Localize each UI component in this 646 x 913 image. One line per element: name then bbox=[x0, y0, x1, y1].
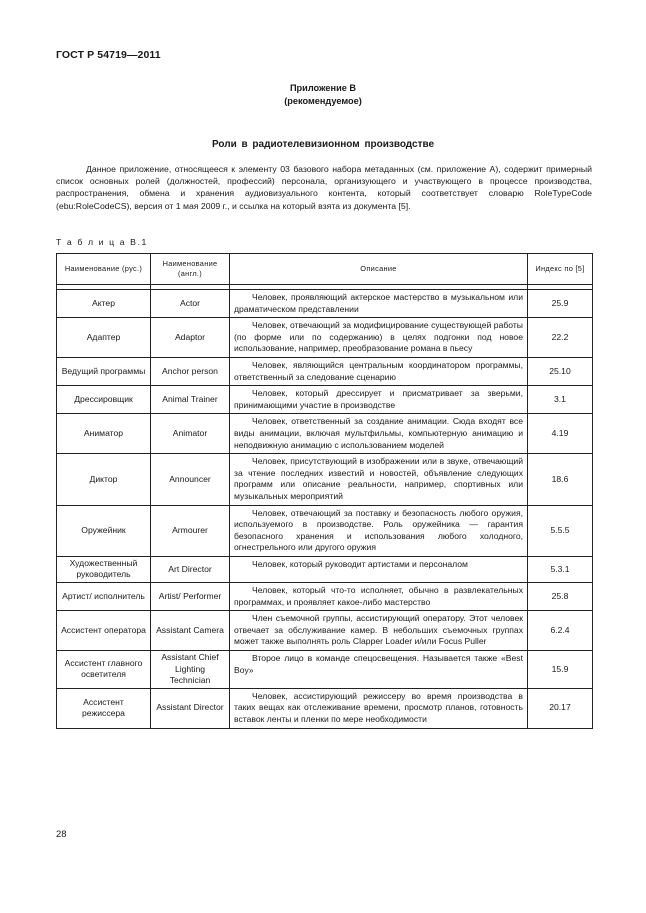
role-description: Второе лицо в команде спецосвещения. Называется также «Best Boy» bbox=[230, 651, 528, 689]
role-name-en: Assistant Chief Lighting Technician bbox=[151, 651, 230, 689]
table-row bbox=[57, 454, 593, 505]
intro-paragraph bbox=[56, 163, 592, 212]
intro-text: Данное приложение, относящееся к элементу 03 базового набора метаданных (см. приложение А), содержит примерный список основных ролей (должностей, профессий) персонала, организующего и участвующего в процессе производства, распространения, обмена и хранения аудиовизуального контента, который соответствует словарю RoleTypeCode (ebu:RoleCodeCS), версия от 1 мая 2009 г., и ссылка на который взята из документа [5]. bbox=[56, 164, 592, 211]
role-index: 5.5.5 bbox=[528, 505, 593, 556]
role-name-en: Assistant Director bbox=[151, 688, 230, 728]
role-description: Человек, ассистирующий режиссеру во время производства в таких вещах как отслеживание времени, просмотр планов, готовность вставок ленты и пленки по мере необходимости bbox=[230, 688, 528, 728]
table-row bbox=[57, 386, 593, 414]
header-description: Описание bbox=[230, 254, 528, 285]
table-row bbox=[57, 651, 593, 689]
role-index: 22.2 bbox=[528, 318, 593, 358]
role-name-en: Actor bbox=[151, 290, 230, 318]
role-name-ru: Ведущий программы bbox=[57, 357, 151, 385]
table-row bbox=[57, 414, 593, 454]
table-row bbox=[57, 556, 593, 582]
role-name-ru: Дрессировщик bbox=[57, 386, 151, 414]
role-name-ru: Аниматор bbox=[57, 414, 151, 454]
role-index: 25.8 bbox=[528, 583, 593, 611]
role-name-ru: Оружейник bbox=[57, 505, 151, 556]
role-name-ru: Художественный руководитель bbox=[57, 556, 151, 582]
role-name-ru: Адаптер bbox=[57, 318, 151, 358]
table-row bbox=[57, 290, 593, 318]
role-description: Человек, присутствующий в изображении или в звуке, отвечающий за чтение последних известий и новостей, объявление следующих программ или описание реальности, например, спортивных или музыкальных мероприятий bbox=[230, 454, 528, 505]
header-name-en: Наименование (англ.) bbox=[151, 254, 230, 285]
role-index: 15.9 bbox=[528, 651, 593, 689]
role-name-ru: Диктор bbox=[57, 454, 151, 505]
role-index: 3.1 bbox=[528, 386, 593, 414]
roles-table-body bbox=[57, 285, 593, 729]
role-name-ru: Актер bbox=[57, 290, 151, 318]
role-name-ru: Ассистент оператора bbox=[57, 611, 151, 651]
appendix-title: Приложение В bbox=[289, 83, 357, 93]
roles-table bbox=[56, 253, 593, 729]
table-row bbox=[57, 505, 593, 556]
role-index: 5.3.1 bbox=[528, 556, 593, 582]
role-index: 25.9 bbox=[528, 290, 593, 318]
role-description: Человек, который что-то исполняет, обычно в развлекательных программах, и проявляет какое-либо мастерство bbox=[230, 583, 528, 611]
header-name-ru: Наименование (рус.) bbox=[57, 254, 151, 285]
role-name-ru: Ассистент главного осветителя bbox=[57, 651, 151, 689]
role-index: 4.19 bbox=[528, 414, 593, 454]
role-name-en: Art Director bbox=[151, 556, 230, 582]
role-description: Человек, проявляющий актерское мастерство в музыкальном или драматическом представлении bbox=[230, 290, 528, 318]
standard-code: ГОСТ Р 54719—2011 bbox=[56, 49, 161, 61]
appendix-heading bbox=[0, 82, 646, 108]
role-index: 18.6 bbox=[528, 454, 593, 505]
role-name-en: Anchor person bbox=[151, 357, 230, 385]
role-description: Член съемочной группы, ассистирующий оператору. Этот человек отвечает за обслуживание камер. В небольших съемочных группах может также выполнять роль Clapper Loader и/или Focus Puller bbox=[230, 611, 528, 651]
appendix-status: (рекомендуемое) bbox=[284, 96, 362, 106]
role-index: 20.17 bbox=[528, 688, 593, 728]
role-description: Человек, который руководит артистами и персоналом bbox=[230, 556, 528, 582]
role-description: Человек, отвечающий за модифицирование существующей работы (по форме или по содержанию) в целях подгонки под новое использование, например, преобразование романа в пьесу bbox=[230, 318, 528, 358]
table-row bbox=[57, 688, 593, 728]
role-description: Человек, являющийся центральным координатором программы, ответственный за следование сценарию bbox=[230, 357, 528, 385]
table-row bbox=[57, 583, 593, 611]
role-description: Человек, который дрессирует и присматривает за зверьми, принимающими участие в производстве bbox=[230, 386, 528, 414]
role-name-en: Artist/ Performer bbox=[151, 583, 230, 611]
page-number: 28 bbox=[56, 829, 67, 840]
section-title: Роли в радиотелевизионном производстве bbox=[211, 139, 435, 150]
table-row bbox=[57, 318, 593, 358]
role-description: Человек, ответственный за создание анимации. Сюда входят все виды анимации, включая мультфильмы, компьютерную анимацию и неподвижную анимацию с использованием моделей bbox=[230, 414, 528, 454]
table-caption: Т а б л и ц а В.1 bbox=[56, 237, 148, 247]
table-header-row bbox=[57, 254, 593, 285]
role-name-en: Animator bbox=[151, 414, 230, 454]
role-name-en: Armourer bbox=[151, 505, 230, 556]
role-index: 25.10 bbox=[528, 357, 593, 385]
role-name-en: Assistant Camera bbox=[151, 611, 230, 651]
role-name-en: Announcer bbox=[151, 454, 230, 505]
role-index: 6.2.4 bbox=[528, 611, 593, 651]
role-name-ru: Ассистент режиссера bbox=[57, 688, 151, 728]
table-row bbox=[57, 611, 593, 651]
table-row bbox=[57, 357, 593, 385]
role-description: Человек, отвечающий за поставку и безопасность любого оружия, используемого в производстве. Роль оружейника — гарантия безопасного хранения и использования любого холодного, огнестрельного или другого оружия bbox=[230, 505, 528, 556]
role-name-ru: Артист/ исполнитель bbox=[57, 583, 151, 611]
role-name-en: Adaptor bbox=[151, 318, 230, 358]
header-index: Индекс по [5] bbox=[528, 254, 593, 285]
role-name-en: Animal Trainer bbox=[151, 386, 230, 414]
